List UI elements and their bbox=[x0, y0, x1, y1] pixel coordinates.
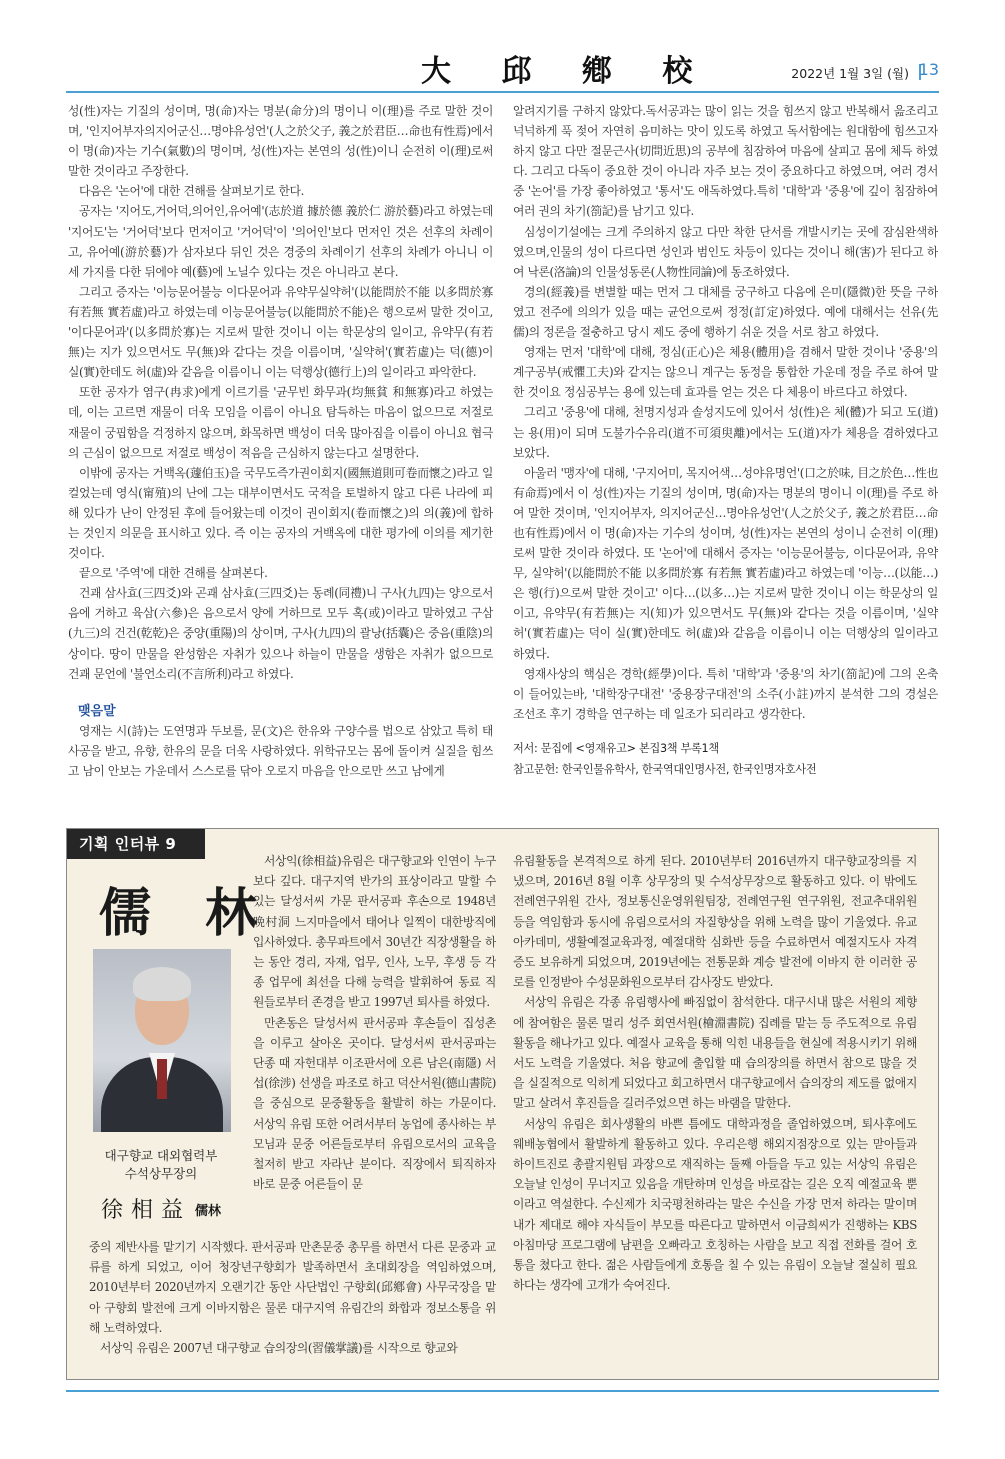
paragraph: 또한 공자가 염구(冉求)에게 이르기를 '균무빈 화무과(均無貧 和無寡)라고 하였는데, 이는 고르면 재물이 더욱 모임을 이름이 아니요 탐득하는 마음이 없으므로 저절로 재물이 궁핍함을 걱정하지 않으며, 화목하면 백성이 더욱 많아짐을 이름이 아니요 협극의 근심이 없으므로 저절로 백성이 적음을 근심하지 않는다고 설명한다. bbox=[68, 385, 493, 460]
role-line-1: 대구향교 대외협력부 bbox=[104, 1148, 218, 1163]
paragraph: 유림활동을 본격적으로 하게 된다. 2010년부터 2016년까지 대구향교장의를 지냈으며, 2016년 8월 이후 상무장의 및 수석상무장으로 활동하고 있다. 이 밖에도 전례연구위원 간사, 정보통신운영위원팀장, 전례연구원 연구위원, 전교추대위원 등을 역임함과 동시에 유림으로서의 자질향상을 위해 노력을 많이 기울였다. 유교아카데미, 생활예절교육과정, 예절대학 심화반 등을 수료하면서 예절지도사 자격증도 보유하게 되었으며, 2019년에는 전통문화 계승 발전에 이바지 한 이러한 공로를 인정받아 수성문화원으로부터 감사장도 받았다. bbox=[513, 854, 917, 990]
paragraph: 영재사상의 핵심은 경학(經學)이다. 특히 '대학'과 '중용'의 차기(箚記)에 그의 온축이 들어있는바, '대학장구대전' '중용장구대전'의 소주(小註)까지 분석한 그의 경설은 조선조 후기 경학을 연구하는 데 일조가 되리라고 생각한다. bbox=[513, 666, 938, 721]
paragraph: 아울러 '맹자'에 대해, '구지어미, 목지어색…성야유명언'(口之於味, 目之於色…性也有命焉)에서 이 성(性)자는 기질의 성이며, 명(命)자는 명분의 명이니 이(理)를 주로 하여 말한 것이며, '인지어부자, 의지어군신…명야유성언'(人之於父子, 義之於君臣…命也有性焉)에서 이 명(命)자는 기수의 성이며, 성(性)자는 본연의 성이니 순전히 이(理)로써 말한 것이라 하였다. 또 '논어'에 대해서 증자는 '이능문어불능, 이다문어과, 유약무, 실약허'(以能問於不能 以多問於寡 有若無 實若虛)라고 하였는데 '이능…(以能…)은 행(行)으로써 말한 것이고' 이다…(以多…)는 지로써 말한 것이니 이는 학문상의 일이고, 유약무(有若無)는 지(知)가 있으면서도 무(無)와 같다는 것을 이름이며, '실약허'(實若虛)는 덕이 실(實)한데도 허(虛)와 같음을 이름이니 이는 덕행상의 일이라고 하였다. bbox=[513, 465, 938, 661]
interview-span-text bbox=[89, 1237, 496, 1377]
portrait-hair bbox=[133, 967, 191, 1001]
newspaper-title: 大 邱 鄕 校 bbox=[421, 54, 713, 89]
paragraph: 건괘 삼사효(三四爻)와 곤괘 삼사효(三四爻)는 동례(同禮)니 구사(九四)는 양으로서 음에 거하고 육삼(六參)은 음으로서 양에 거하므로 모두 혹(或)이라고 말하였고 구삼(九三)의 건건(乾乾)은 중양(重陽)의 상이며, 구사(九四)의 괄낭(括囊)은 중음(重陰)의 상이다. 땅이 만물을 완성함은 자취가 있으나 하늘이 만물을 생함은 자취가 없으므로 건괘 문언에 '불언소리(不言所利)라고 하였다. bbox=[68, 586, 493, 681]
paragraph: 서상익 유림은 2007년 대구향교 습의장의(習儀掌議)를 시작으로 향교와 bbox=[100, 1341, 458, 1356]
paragraph: 서상익 유림은 회사생활의 바쁜 틈에도 대학과정을 졸업하였으며, 퇴사후에도 웨배농협에서 활발하게 활동하고 있다. 우리은행 해외지점장으로 있는 맏아들과 하이트진로 총괄지원팀 과장으로 재직하는 둘째 아들을 두고 있는 서상익 유림은 오늘날 인성이 무너지고 있음을 개탄하며 인성을 바로잡는 길은 오직 예절교육 뿐이라고 역설한다. 수신제가 치국평천하라는 말은 수신을 가장 먼저 하라는 말이며 내가 제대로 해야 자식들이 부모를 따른다고 말하면서 이금희씨가 진행하는 KBS아침마당 프로그램에 남편을 오빠라고 호칭하는 사람을 보고 직접 전화를 걸어 호통을 쳤다고 한다. 젊은 사람들에게 호통을 칠 수 있는 유림이 오늘날 절실히 필요하다는 생각에 고개가 숙여진다. bbox=[513, 1116, 917, 1293]
paragraph: 중의 제반사를 맡기기 시작했다. 판서공파 만촌문중 총무를 하면서 다른 문중과 교류를 하게 되었고, 이어 청장년구향회가 발족하면서 초대회장을 역임하였으며, 2010년부터 2020년까지 오랜기간 동안 사단법인 구향회(邱鄕會) 사무국장을 맡아 구향회 발전에 크게 이바지함은 물론 대구지역 유림간의 화합과 정보소통을 위해 노력하였다. bbox=[89, 1240, 496, 1335]
paragraph: 영재는 먼저 '대학'에 대해, 정심(正心)은 체용(體用)을 겸해서 말한 것이나 '중용'의 계구공부(戒懼工夫)와 같지는 않으니 계구는 동정을 통합한 가운데 정을 주로 하여 말한 것이요 정심공부는 용에 있는데 효과를 얻는 것은 다 체용이 바르다고 하였다. bbox=[513, 345, 938, 400]
paragraph: 그리고 증자는 '이능문어불능 이다문어과 유약무실약허'(以能問於不能 以多問於寡 有若無 實若虛)라고 하였는데 이능문어불능(以能問於不能)은 행으로써 말한 것이고, '이다문어과'(以多問於寡)는 지로써 말한 것이니 이는 학문상의 일이고, 유약무(有若無)는 지가 있으면서도 무(無)와 같다는 것을 이름이며, '실약허'(實若虛)는 덕(德)이 실(實)한데도 허(虛)와 같음을 이름이니 이는 덕행상(德行上)의 일이라고 파악한다. bbox=[68, 284, 493, 380]
interviewee-title: 儒林 bbox=[195, 1204, 222, 1219]
interviewee-role bbox=[79, 1147, 243, 1183]
paragraph: 그리고 '중용'에 대해, 천명지성과 솔성지도에 있어서 성(性)은 체(體)가 되고 도(道)는 용(用)이 되며 도불가수유리(道不可須臾離)에서는 도(道)자가 체용을 겸하였다고 보았다. bbox=[513, 405, 938, 460]
paragraph: 공자는 '지어도,거어덕,의어인,유어예'(志於道 據於德 義於仁 游於藝)라고 하였는데 '지어도'는 '거어덕'보다 먼저이고 '거어덕'이 '의어인'보다 먼저인 것은 선후의 차례이고, 유어예(游於藝)가 삼자보다 뒤인 것은 경중의 차례이기 선후의 차례가 아니니 이 세 가지를 다한 뒤에야 예(藝)에 노닐수 있다는 것은 아니라고 본다. bbox=[68, 204, 493, 279]
paragraph: 성(性)자는 기질의 성이며, 명(命)자는 명분(命分)의 명이니 이(理)를 주로 말한 것이며, '인지어부자의지어군신…명야유성언'(人之於父子, 義之於君臣…命也有性焉)에서 이 명(命)자는 기수(氣數)의 명이며, 성(性)자는 본연의 성(性)이니 순전히 이(理)로써 말한 것이라고 주장한다. bbox=[68, 104, 493, 179]
paragraph: 영재는 시(詩)는 도연명과 두보를, 문(文)은 한유와 구양수를 법으로 삼았고 특히 태사공을 받고, 유향, 한유의 문을 더욱 사랑하였다. 위학규모는 몸에 돌이켜 실질을 힘쓰고 남이 안보는 가운데서 스스로를 닦아 오로지 마음을 안으로만 쓰고 남에게 bbox=[68, 723, 493, 778]
footer-rule bbox=[66, 1390, 939, 1392]
paragraph: 심성이기설에는 크게 주의하지 않고 다만 착한 단서를 개발시키는 곳에 잠심완색하였으며,인물의 성이 다르다면 성인과 범인도 차등이 있다는 것이니 해(害)가 된다고 하여 낙론(洛論)의 인물성동론(人物性同論)에 동조하였다. bbox=[513, 224, 938, 279]
interviewee-name: 徐相益 bbox=[101, 1198, 192, 1223]
paragraph: 끝으로 '주역'에 대한 견해를 살펴본다. bbox=[79, 566, 268, 581]
article-right-body bbox=[513, 101, 938, 724]
masthead bbox=[66, 50, 939, 90]
portrait-tie bbox=[157, 1059, 167, 1099]
paragraph: 경의(經義)를 변별할 때는 먼저 그 대체를 궁구하고 다음에 은미(隱微)한 뜻을 구하였고 전주에 의의가 있을 때는 균언으로써 정정(訂定)하였다. 예에 대해서는 선유(先儒)의 정론을 절충하고 당시 제도 중에 행하기 쉬운 것을 서로 참고 하였다. bbox=[513, 284, 938, 340]
source-references: 참고문헌: 한국인물유학사, 한국역대인명사전, 한국인명자호사전 bbox=[513, 762, 817, 776]
interview-column-2 bbox=[513, 851, 917, 1377]
closing-heading: 맺음말 bbox=[78, 703, 116, 719]
header-rule bbox=[66, 91, 939, 93]
paragraph: 알려지기를 구하지 않았다.독서공과는 많이 읽는 것을 힘쓰지 않고 반복해서 읊조리고 넉넉하게 푹 젖어 자연히 음미하는 맛이 있도록 하였고 독서함에는 원대함에 힘쓰고자 하지 않고 다만 절문근사(切問近思)의 공부에 침잠하여 마음에 살피고 몸에 체득 하였다. 그리고 다독이 중요한 것이 아니라 자주 보는 것이 중요하다고 하였으며, 여러 경서중 '논어'를 가장 좋아하였고 '통서'도 애독하였다.특히 '대학'과 '중용'에 깊이 침잠하여 여러 권의 차기(箚記)를 남기고 있다. bbox=[513, 104, 938, 219]
interview-column-1 bbox=[253, 851, 496, 1235]
source-works: 저서: 문집에 <영재유고> 본집3책 부록1책 bbox=[513, 741, 719, 755]
article-right-column bbox=[513, 101, 938, 806]
calligraphy-title: 儒 林 bbox=[99, 883, 276, 944]
interview-series-tag: 기획 인터뷰 9 bbox=[67, 829, 205, 859]
closing-body bbox=[68, 721, 493, 781]
paragraph: 이밖에 공자는 거백옥(蘧伯玉)을 국무도즉가권이회지(國無道則可卷而懷之)라고 일컬었는데 영식(甯殖)의 난에 그는 대부이면서도 국적을 토벌하지 않고 다른 나라에 피해 있다가 난이 안정된 후에 들어왔는데 이것이 권이회지(卷而懷之)의 의(義)에 합하는 것인지 의문을 표시하고 있다. 즉 이는 공자의 거백옥에 대한 평가에 이의를 제기한 것이다. bbox=[68, 465, 493, 561]
paragraph: 서상익(徐相益)유림은 대구향교와 인연이 누구보다 깊다. 대구지역 반가의 표상이라고 말할 수 있는 달성서씨 가문 판서공파 후손으로 1948년 晩村洞 느지마을에서 태어나 일찍이 대한방직에 입사하였다. 총무파트에서 30년간 직장생활을 하는 동안 경리, 자재, 업무, 인사, 노무, 후생 등 각종 업무에 최선을 다해 능력을 발휘하여 동료 직원들로부터 존경을 받고 1997년 퇴사를 하였다. bbox=[253, 854, 496, 1010]
issue-date: 2022년 1월 3일 (월) bbox=[791, 66, 909, 81]
article-left-column bbox=[68, 101, 493, 806]
page-number: 13 bbox=[918, 60, 939, 79]
interview-box bbox=[66, 828, 939, 1380]
paragraph: 서상익 유림은 각종 유림행사에 빠짐없이 참석한다. 대구시내 많은 서원의 제향에 참여함은 물론 멀리 성주 회연서원(檜淵書院) 집례를 맡는 등 주도적으로 유림활동을 해나가고 있다. 예절사 교육을 통해 익힌 내용들을 현실에 적용시키기 위해서도 노력을 기울였다. 처음 향교에 출입할 때 습의장의를 하면서 참으로 많을 것을 실질적으로 익히게 되었다고 회고하면서 대구향교에서 습의장의 제도를 없애지 말고 살려서 후진들을 길러주었으면 하는 바램을 말한다. bbox=[513, 995, 917, 1111]
paragraph: 만촌동은 달성서씨 판서공파 후손들이 집성촌을 이루고 살아온 곳이다. 달성서씨 판서공파는 단종 때 자헌대부 이조판서에 오른 남은(南隱) 서섭(徐涉) 선생을 파조로 하고 덕산서원(德山書院)을 중심으로 문중활동을 활발히 하는 가문이다. 서상익 유림 또한 어려서부터 농업에 종사하는 부모님과 문중 어른들로부터 유림으로서의 교육을 철저히 받고 자라난 분이다. 직장에서 퇴직하자 바로 문중 어른들이 문 bbox=[253, 1015, 496, 1192]
role-line-2: 수석상무장의 bbox=[124, 1166, 198, 1181]
article-left-body bbox=[68, 101, 493, 684]
paragraph: 다음은 '논어'에 대한 견해를 살펴보기로 한다. bbox=[79, 184, 305, 199]
portrait-photo bbox=[93, 949, 231, 1132]
